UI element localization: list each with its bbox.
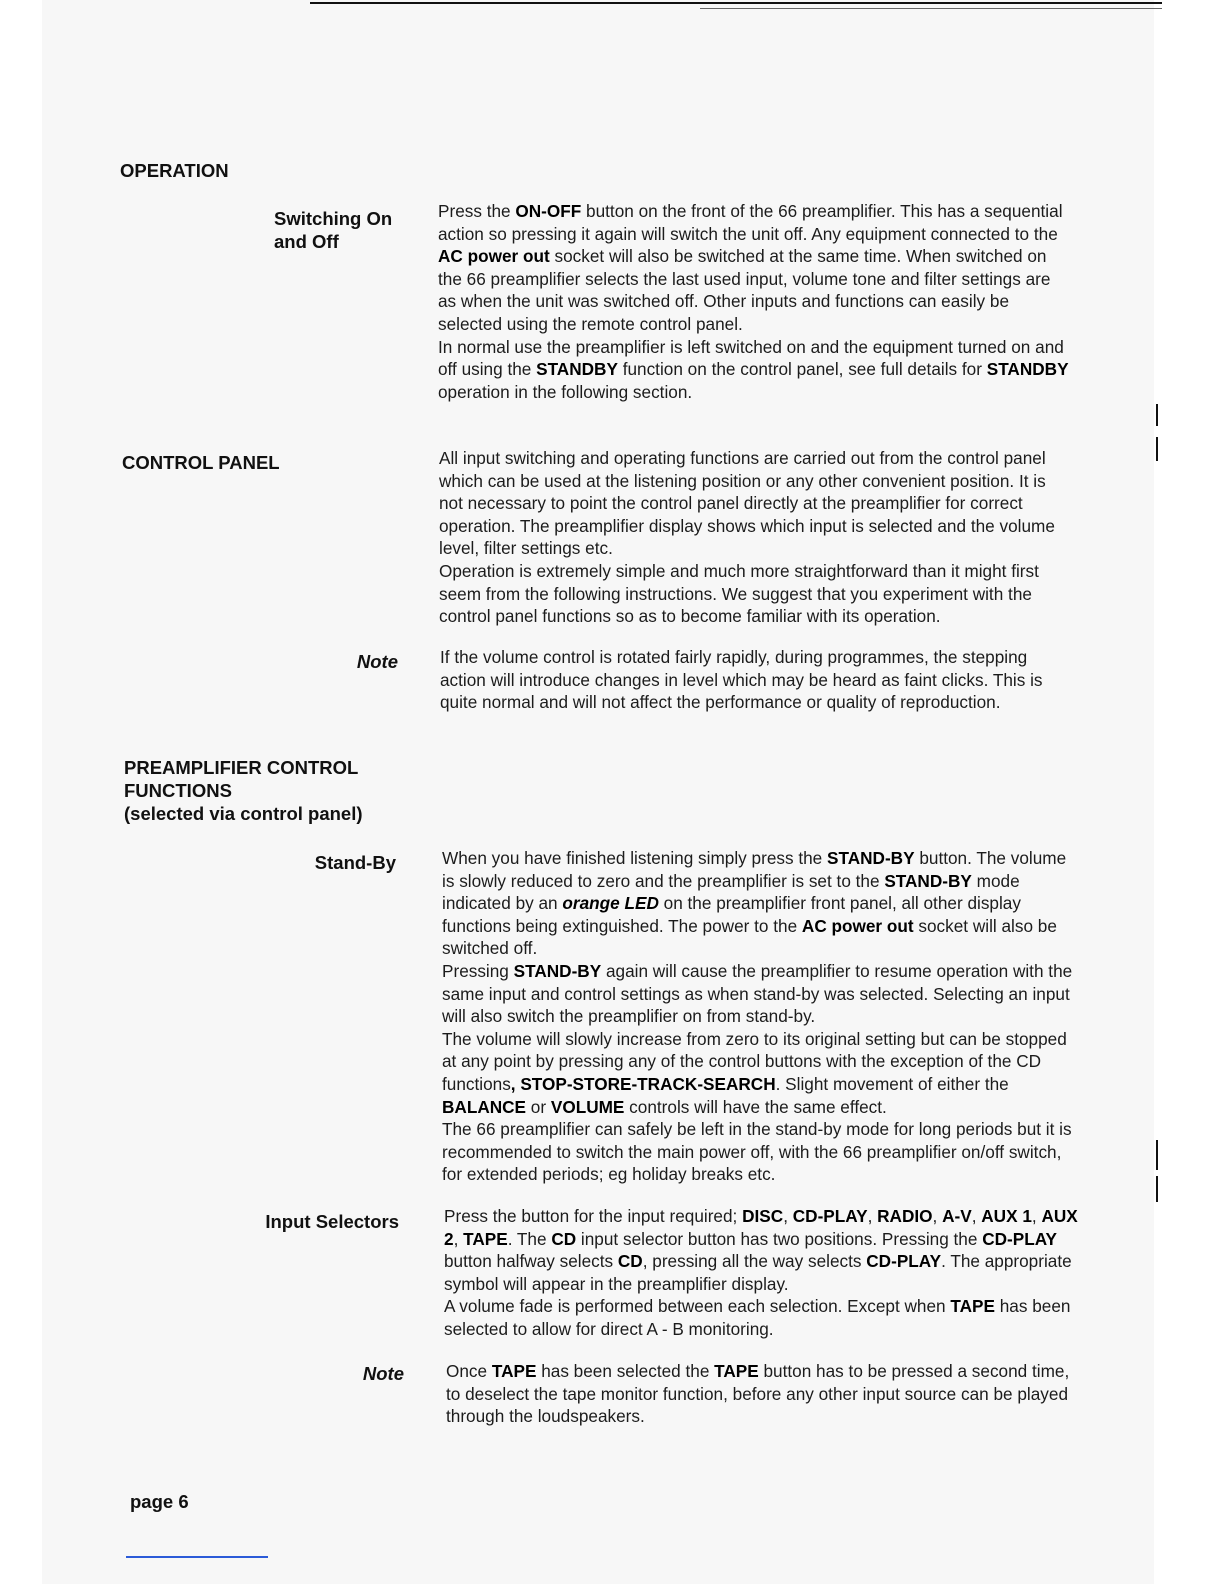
paragraph: Press the button for the input required; DISC, CD-PLAY, RADIO, A-V, AUX 1, AUX 2, TAPE. The CD input selector button has two positions. Pressing the CD-PLAY button halfway selects CD, pressing all the way selects CD-PLAY. The appropriate symbol will appear in the preamplifier display. [444,1206,1078,1294]
emphasis-text: TAPE [950,1296,995,1317]
stand-by-body [442,847,1076,1186]
input-selectors-body [444,1205,1078,1341]
control-panel-body [439,447,1071,628]
revision-bar [1156,404,1158,426]
emphasis-text: AUX 1 [981,1206,1032,1226]
emphasis-text: AC power out [438,246,550,267]
heading-line: (selected via control panel) [124,803,363,824]
paragraph: The volume will slowly increase from zero to its original setting but can be stopped at any point by pressing any of the control buttons with the exception of the CD functions, STOP-STORE-TRACK-SEARCH. Slight movement of either the BALANCE or VOLUME controls will have the same effect. [442,1028,1067,1117]
heading-line: FUNCTIONS [124,780,232,801]
paragraph: Pressing STAND-BY again will cause the preamplifier to resume operation with the same input and control settings as when stand-by was selected. Selecting an input will also switch the preamplifier on from stand-by. [442,960,1073,1027]
label-note-tape: Note [362,1363,404,1384]
emphasis-text: VOLUME [550,1096,625,1117]
top-rule-secondary [700,8,1162,9]
emphasis-text: RADIO [877,1206,933,1226]
page-number: page 6 [130,1491,189,1512]
emphasis-text: CD-PLAY [792,1206,868,1226]
section-heading-control-panel: CONTROL PANEL [122,452,280,473]
bottom-line [126,1556,268,1558]
paragraph: Operation is extremely simple and much more straightforward than it might first seem from the following instructions. We suggest that you experiment with the control panel functions so as to become familiar with its operation. [439,560,1039,627]
emphasis-text: STAND-BY [884,870,972,891]
paragraph: The 66 preamplifier can safely be left in the stand-by mode for long periods but it is recommended to switch the main power off, with the 66 preamplifier on/off switch, for extended periods; eg holiday breaks etc. [442,1119,1072,1185]
emphasis-text: DISC [742,1206,784,1226]
section-heading-preamp-control [124,756,363,825]
paragraph: Once TAPE has been selected the TAPE button has to be pressed a second time, to deselect the tape monitor function, before any other input source can be played through the loudspeakers. [446,1361,1070,1427]
emphasis-text: STANDBY [536,359,618,380]
emphasis-text: TAPE [463,1228,508,1249]
emphasis-text: BALANCE [442,1096,527,1117]
paragraph: All input switching and operating functions are carried out from the control panel which can be used at the listening position or any other convenient position. It is not necessary to point the control panel directly at the preamplifier for correct operation. The preamplifier display shows which input is selected and the volume level, filter settings etc. [439,448,1055,559]
revision-bar [1156,1176,1158,1202]
revision-bar [1156,1140,1158,1170]
paragraph: Press the ON-OFF button on the front of the 66 preamplifier. This has a sequential action so pressing it again will switch the unit off. Any equipment connected to the AC power out socket will also be switched at the same time. When switched on the 66 preamplifier selects the last used input, volume tone and filter settings are as when the unit was switched off. Other inputs and functions can easily be selected using the remote control panel. [438,201,1063,334]
emphasis-text: ON-OFF [515,201,582,221]
label-stand-by: Stand-By [314,852,396,873]
emphasis-text: CD-PLAY [866,1251,942,1272]
emphasis-text: STAND-BY [827,848,915,868]
top-rule [310,2,1162,4]
paragraph: In normal use the preamplifier is left switched on and the equipment turned on and off using the STANDBY function on the control panel, see full details for STANDBY operation in the following section. [438,336,1069,402]
emphasis-text: TAPE [714,1361,759,1381]
switching-body [438,200,1070,403]
revision-bar [1156,437,1158,461]
paragraph: When you have finished listening simply press the STAND-BY button. The volume is slowly reduced to zero and the preamplifier is set to the STAND-BY mode indicated by an orange LED on the preamplifier front panel, all other display functions being extinguished. The power to the AC power out socket will also be switched off. [442,848,1067,959]
emphasis-text: AC power out [801,915,914,936]
emphasis-text: STANDBY [986,359,1069,380]
emphasis-text: AUX 2 [444,1206,1078,1249]
emphasis-text: CD [617,1251,643,1272]
label-input-selectors: Input Selectors [265,1211,399,1232]
emphasis-text: STAND-BY [513,960,602,981]
note-tape-body [446,1360,1080,1428]
emphasis-text: CD [551,1228,577,1249]
label-note-volume: Note [356,651,398,672]
note-volume-body [440,646,1072,714]
paragraph: A volume fade is performed between each selection. Except when TAPE has been selected to allow for direct A - B monitoring. [444,1296,1071,1339]
emphasis-text: CD-PLAY [982,1228,1058,1249]
emphasis-text: , STOP-STORE-TRACK-SEARCH [510,1073,776,1094]
section-heading-operation: OPERATION [120,160,229,181]
label-line: Switching On [274,208,393,229]
heading-line: PREAMPLIFIER CONTROL [124,757,359,778]
label-switching-on-off [274,207,392,253]
paragraph: If the volume control is rotated fairly rapidly, during programmes, the stepping action will introduce changes in level which may be heard as faint clicks. This is quite normal and will not affect the performance or quality of reproduction. [440,647,1043,713]
emphasis-text: orange LED [562,893,659,914]
emphasis-text: A-V [942,1206,972,1226]
emphasis-text: TAPE [491,1361,537,1381]
label-line: and Off [274,231,339,252]
